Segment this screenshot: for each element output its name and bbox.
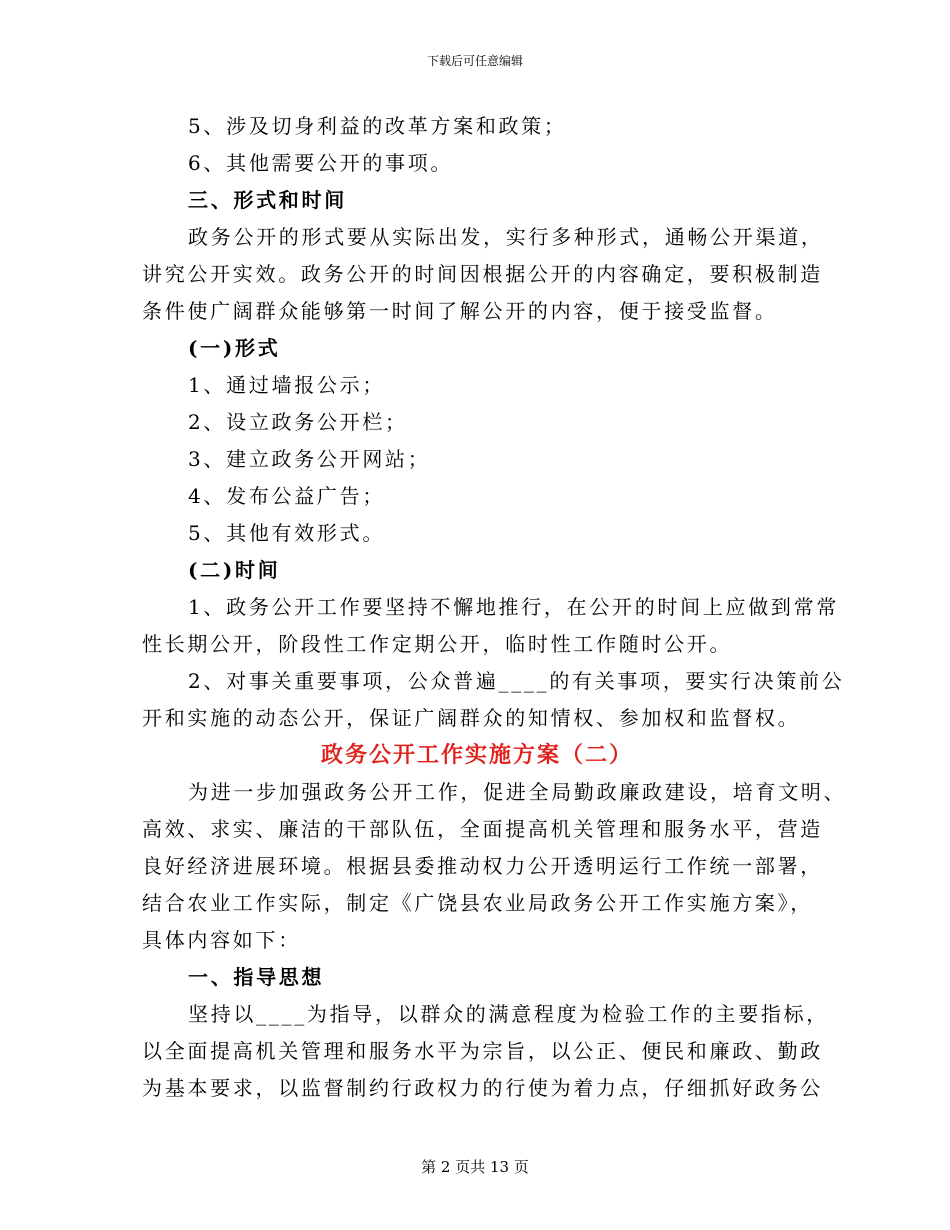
list-item: 6、其他需要公开的事项。: [188, 151, 454, 175]
list-item: 4、发布公益广告；: [188, 484, 386, 508]
paragraph-line: 1、政务公开工作要坚持不懈地推行，在公开的时间上应做到常常: [188, 595, 840, 619]
paragraph-line: 以全面提高机关管理和服务水平为宗旨，以公正、便民和廉政、勤政: [142, 1039, 823, 1063]
section-heading: 一、指导思想: [188, 965, 325, 989]
paragraph-line: 结合农业工作实际，制定《广饶县农业局政务公开工作实施方案》，: [142, 891, 813, 915]
list-item: 5、涉及切身利益的改革方案和政策；: [188, 114, 567, 138]
paragraph-line: 2、对事关重要事项，公众普遍____的有关事项，要实行决策前公: [188, 669, 845, 693]
page-footer: 第 2 页共 13 页: [421, 1158, 529, 1176]
paragraph-line: 性长期公开，阶段性工作定期公开，临时性工作随时公开。: [142, 632, 733, 656]
page-header: 下载后可任意编辑: [426, 54, 523, 68]
paragraph-line: 坚持以____为指导，以群众的满意程度为检验工作的主要指标，: [188, 1002, 829, 1026]
paragraph-line: 讲究公开实效。政务公开的时间因根据公开的内容确定，要积极制造: [142, 262, 823, 286]
list-item: 1、通过墙报公示；: [188, 373, 386, 397]
subsection-heading: (二)时间: [188, 558, 281, 582]
paragraph-line: 为进一步加强政务公开工作，促进全局勤政廉政建设，培育文明、: [188, 780, 847, 804]
paragraph-line: 条件使广阔群众能够第一时间了解公开的内容，便于接受监督。: [142, 299, 778, 323]
list-item: 5、其他有效形式。: [188, 521, 386, 545]
subsection-heading: (一)形式: [188, 336, 281, 360]
section-heading: 三、形式和时间: [188, 188, 347, 212]
paragraph-line: 良好经济进展环境。根据县委推动权力公开透明运行工作统一部署，: [142, 854, 823, 878]
paragraph-line: 开和实施的动态公开，保证广阔群众的知情权、参加权和监督权。: [142, 706, 801, 730]
paragraph-line: 为基本要求，以监督制约行政权力的行使为着力点，仔细抓好政务公: [142, 1076, 823, 1100]
paragraph-line: 具体内容如下：: [142, 928, 301, 952]
document-body: [142, 108, 847, 1107]
list-item: 3、建立政务公开网站；: [188, 447, 431, 471]
document-title: 政务公开工作实施方案（二）: [320, 742, 633, 768]
list-item: 2、设立政务公开栏；: [188, 410, 408, 434]
paragraph-line: 高效、求实、廉洁的干部队伍，全面提高机关管理和服务水平，营造: [142, 817, 823, 841]
paragraph-line: 政务公开的形式要从实际出发，实行多种形式，通畅公开渠道，: [188, 225, 824, 249]
